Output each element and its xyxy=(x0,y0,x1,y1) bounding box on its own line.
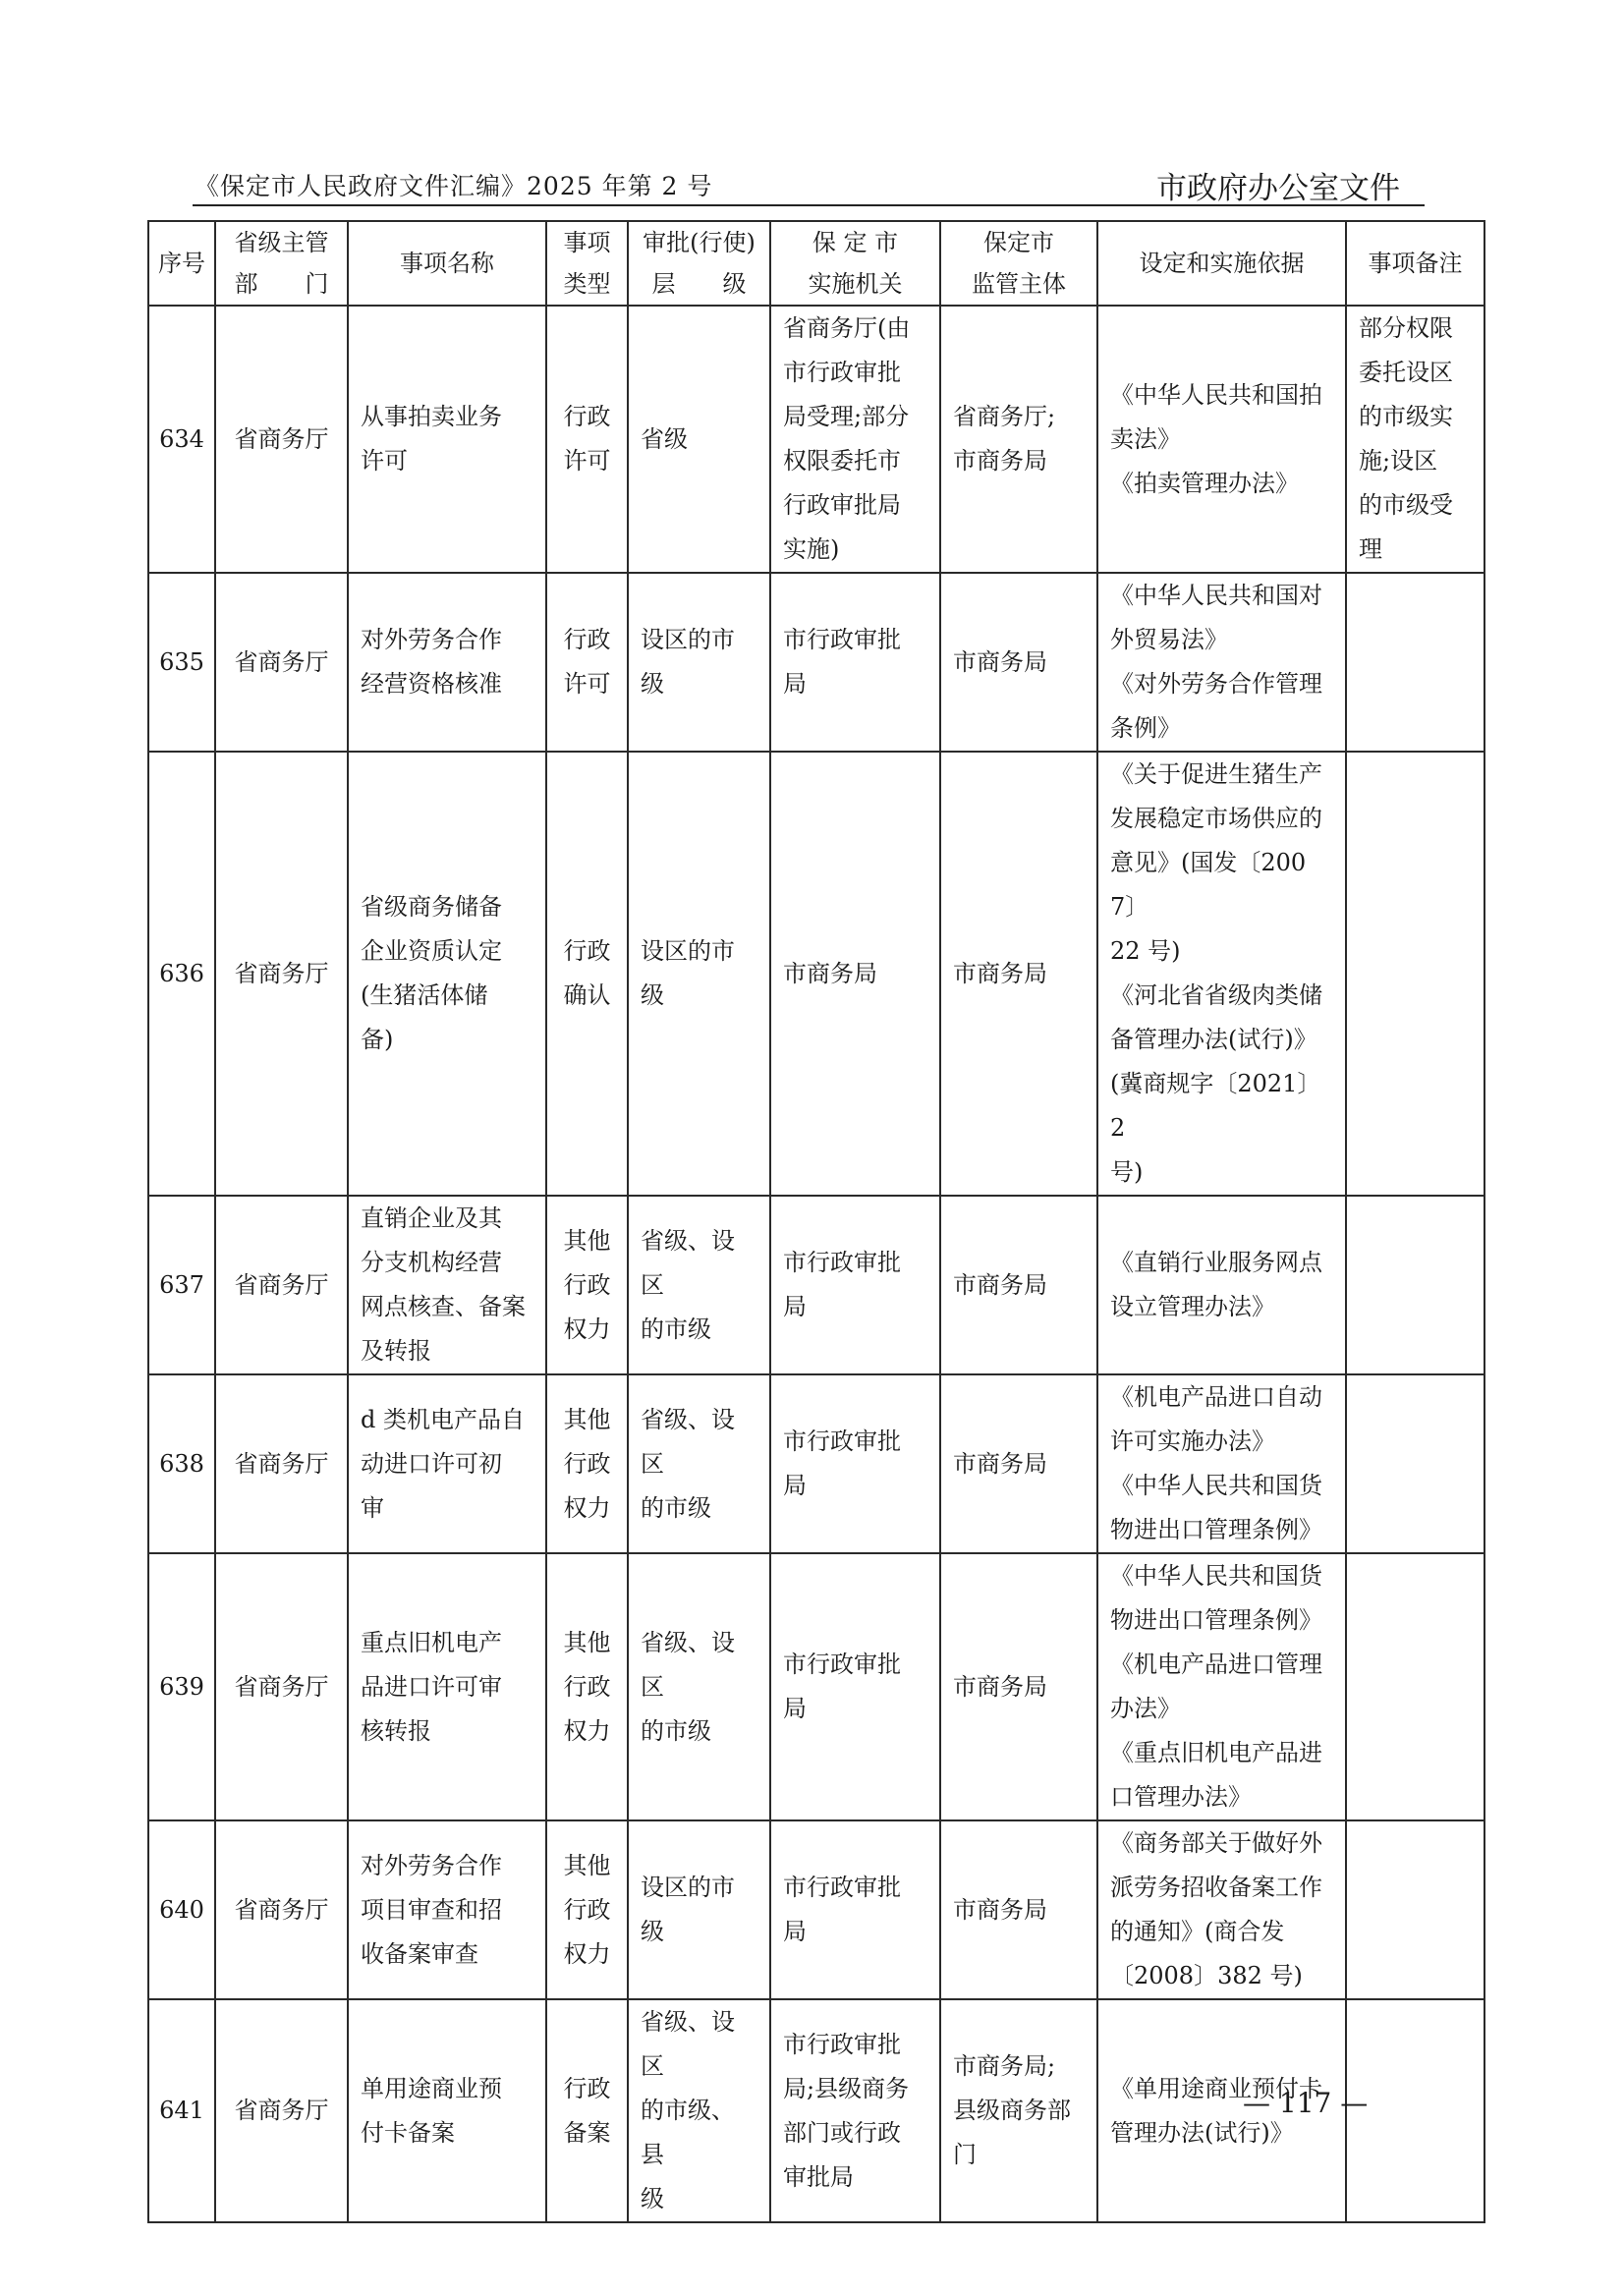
document-header-title: 《保定市人民政府文件汇编》2025 年第 2 号 xyxy=(195,172,713,200)
row-note: 部分权限 委托设区 的市级实 施;设区 的市级受 理 xyxy=(1346,306,1484,573)
row-agency: 省商务厅(由 市行政审批 局受理;部分 权限委托市 行政审批局 实施) xyxy=(770,306,940,573)
row-agency: 市商务局 xyxy=(770,752,940,1196)
row-agency: 市行政审批 局 xyxy=(770,1374,940,1553)
row-item-name: d 类机电产品自 动进口许可初 审 xyxy=(348,1374,546,1553)
row-basis: 《中华人民共和国货 物进出口管理条例》 《机电产品进口管理 办法》 《重点旧机电产品进 口管理办法》 xyxy=(1097,1553,1346,1820)
page-number: — 117 — xyxy=(1243,2087,1369,2119)
row-item-name: 直销企业及其 分支机构经营 网点核查、备案 及转报 xyxy=(348,1196,546,1374)
row-serial: 641 xyxy=(148,1999,215,2222)
row-basis: 《关于促进生猪生产 发展稳定市场供应的 意见》(国发〔2007〕 22 号) 《河北省省级肉类储 备管理办法(试行)》 (冀商规字〔2021〕2 号) xyxy=(1097,752,1346,1196)
row-department: 省商务厅 xyxy=(215,1999,348,2222)
table-row xyxy=(148,1374,1484,1553)
row-agency: 市行政审批 局 xyxy=(770,1820,940,1999)
row-basis: 《中华人民共和国拍 卖法》 《拍卖管理办法》 xyxy=(1097,306,1346,573)
row-supervisor: 市商务局 xyxy=(940,1553,1097,1820)
column-header-serial: 序号 xyxy=(148,221,215,306)
table-row xyxy=(148,752,1484,1196)
row-level: 省级、设区 的市级 xyxy=(628,1196,770,1374)
row-department: 省商务厅 xyxy=(215,573,348,752)
row-note xyxy=(1346,573,1484,752)
row-supervisor: 市商务局 xyxy=(940,1820,1097,1999)
table-header-row xyxy=(148,221,1484,306)
row-serial: 640 xyxy=(148,1820,215,1999)
column-header-agency: 保 定 市 实施机关 xyxy=(770,221,940,306)
row-level: 设区的市 级 xyxy=(628,1820,770,1999)
row-department: 省商务厅 xyxy=(215,1196,348,1374)
column-header-level: 审批(行使) 层 级 xyxy=(628,221,770,306)
row-level: 设区的市 级 xyxy=(628,573,770,752)
row-item-type: 行政 确认 xyxy=(546,752,628,1196)
administrative-matters-table xyxy=(147,220,1485,2223)
column-header-item-type: 事项 类型 xyxy=(546,221,628,306)
row-basis: 《机电产品进口自动 许可实施办法》 《中华人民共和国货 物进出口管理条例》 xyxy=(1097,1374,1346,1553)
row-level: 设区的市 级 xyxy=(628,752,770,1196)
row-agency: 市行政审批 局 xyxy=(770,1196,940,1374)
row-department: 省商务厅 xyxy=(215,1374,348,1553)
row-item-type: 其他 行政 权力 xyxy=(546,1374,628,1553)
row-agency: 市行政审批 局;县级商务 部门或行政 审批局 xyxy=(770,1999,940,2222)
row-basis: 《中华人民共和国对 外贸易法》 《对外劳务合作管理 条例》 xyxy=(1097,573,1346,752)
table-row xyxy=(148,573,1484,752)
column-header-item-name: 事项名称 xyxy=(348,221,546,306)
row-item-type: 其他 行政 权力 xyxy=(546,1196,628,1374)
row-level: 省级、设区 的市级、县 级 xyxy=(628,1999,770,2222)
row-supervisor: 省商务厅; 市商务局 xyxy=(940,306,1097,573)
row-basis: 《直销行业服务网点 设立管理办法》 xyxy=(1097,1196,1346,1374)
column-header-note: 事项备注 xyxy=(1346,221,1484,306)
row-department: 省商务厅 xyxy=(215,1553,348,1820)
row-serial: 639 xyxy=(148,1553,215,1820)
row-item-name: 从事拍卖业务 许可 xyxy=(348,306,546,573)
table-row xyxy=(148,306,1484,573)
row-serial: 634 xyxy=(148,306,215,573)
row-item-name: 重点旧机电产 品进口许可审 核转报 xyxy=(348,1553,546,1820)
row-item-name: 对外劳务合作 项目审查和招 收备案审查 xyxy=(348,1820,546,1999)
row-item-name: 单用途商业预 付卡备案 xyxy=(348,1999,546,2222)
row-item-type: 行政 备案 xyxy=(546,1999,628,2222)
row-item-type: 其他 行政 权力 xyxy=(546,1553,628,1820)
row-basis: 《商务部关于做好外 派劳务招收备案工作 的通知》(商合发 〔2008〕382 号) xyxy=(1097,1820,1346,1999)
row-department: 省商务厅 xyxy=(215,1820,348,1999)
column-header-department: 省级主管 部 门 xyxy=(215,221,348,306)
column-header-basis: 设定和实施依据 xyxy=(1097,221,1346,306)
row-serial: 637 xyxy=(148,1196,215,1374)
row-basis: 《单用途商业预付卡 管理办法(试行)》 xyxy=(1097,1999,1346,2222)
row-supervisor: 市商务局 xyxy=(940,752,1097,1196)
row-item-name: 对外劳务合作 经营资格核准 xyxy=(348,573,546,752)
row-note xyxy=(1346,1374,1484,1553)
document-header-category: 市政府办公室文件 xyxy=(1156,171,1400,206)
row-agency: 市行政审批 局 xyxy=(770,573,940,752)
table-row xyxy=(148,1196,1484,1374)
row-serial: 635 xyxy=(148,573,215,752)
table-row xyxy=(148,1553,1484,1820)
row-item-type: 行政 许可 xyxy=(546,306,628,573)
column-header-supervisor: 保定市 监管主体 xyxy=(940,221,1097,306)
row-department: 省商务厅 xyxy=(215,752,348,1196)
row-supervisor: 市商务局; 县级商务部 门 xyxy=(940,1999,1097,2222)
row-department: 省商务厅 xyxy=(215,306,348,573)
row-item-name: 省级商务储备 企业资质认定 (生猪活体储 备) xyxy=(348,752,546,1196)
row-note xyxy=(1346,1196,1484,1374)
row-serial: 636 xyxy=(148,752,215,1196)
row-note xyxy=(1346,752,1484,1196)
row-note xyxy=(1346,1553,1484,1820)
row-note xyxy=(1346,1820,1484,1999)
row-item-type: 其他 行政 权力 xyxy=(546,1820,628,1999)
row-level: 省级、设区 的市级 xyxy=(628,1553,770,1820)
row-supervisor: 市商务局 xyxy=(940,573,1097,752)
row-agency: 市行政审批 局 xyxy=(770,1553,940,1820)
row-supervisor: 市商务局 xyxy=(940,1196,1097,1374)
row-level: 省级、设区 的市级 xyxy=(628,1374,770,1553)
row-supervisor: 市商务局 xyxy=(940,1374,1097,1553)
header-divider xyxy=(193,204,1425,206)
row-serial: 638 xyxy=(148,1374,215,1553)
row-item-type: 行政 许可 xyxy=(546,573,628,752)
row-level: 省级 xyxy=(628,306,770,573)
table-row xyxy=(148,1820,1484,1999)
